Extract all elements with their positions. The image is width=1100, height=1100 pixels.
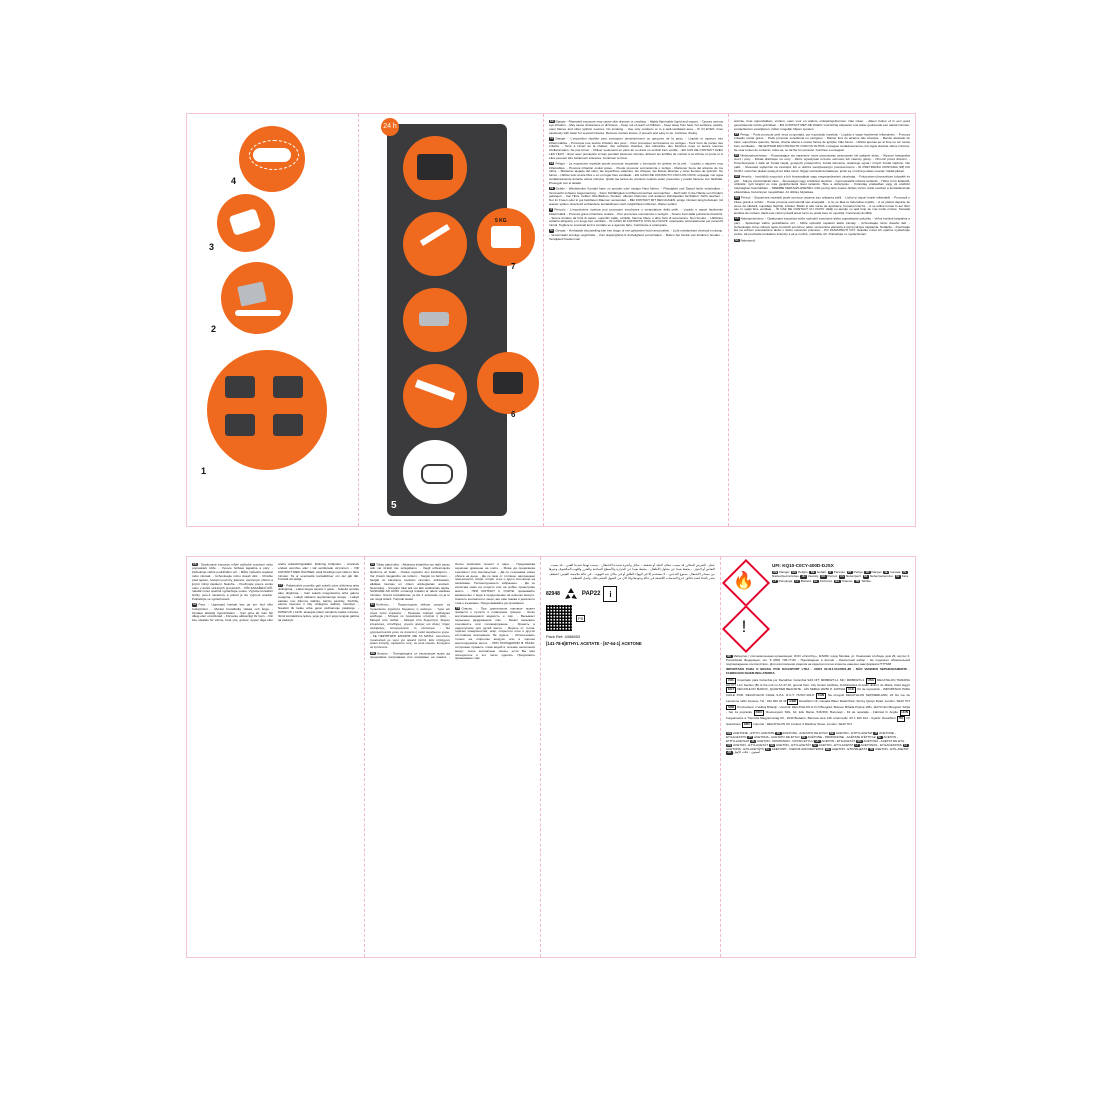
arabic-safety-text: خطر - التعرض المتكرر قد يسبب جفاف الجلد أو تشققه. - سائل وأبخرة شديدة الاشتعال. - يسبب تهيجا شديدا للعين. - قد يسبب النعاس أو الدوار. - يحفظ بعيدا عن متناول الأطفال. - يحفظ بعيدا عن الحرارة والأسطح الساخنة والشرر واللهب المكشوف وغيرها من مصادر الاشتعال. ممنوع التدخين. - لا يستخدم إلا في الهواء الطلق أو في مكان جيد التهوية. - في حالة ملامسة العينين: اشطف بحذر بالماء لعدة دقائق. انزع العدسات اللاصقة في حالة وجودها وإذا كان من السهل القيام بذلك. واصل الشطف. [548,563,715,580]
country-code: CHL [848,687,855,692]
lang-flag: SV [813,743,817,747]
safety-text-block-2 [734,120,910,243]
danger-word [813,579,833,583]
lang-flag: EL [814,579,818,583]
safety-text-column-1 [544,114,729,526]
step-number-3: 3 [209,242,215,252]
bottom-text-column-1 [187,557,365,957]
leaflet-top-sheet [186,113,916,527]
step-number-6: 6 [511,410,516,419]
recycle-number: 82948 [546,591,560,598]
step-2-surface [235,310,281,316]
lang-flag: PL [735,154,739,158]
danger-word [854,579,872,583]
ingredient-text: ACETON - PROPANON - OCTAN ETYLU [757,738,814,743]
safety-paragraph-text: Danger - L'exposition répétée peut provoquer dessèchement ou gerçures de la peau. - Liquide et vapeurs très inflammables. - Provoque une sévère irritation des yeux. - Peut provoquer somnolence ou vertiges - Tenir hors de portée des enfants. - Tenir à l'écart de la chaleur, des surfaces chaudes, des étincelles, des flammes nues et autres sources d'inflammation. Ne pas fumer. - Utiliser seulement en plein air ou dans un endroit bien ventilé. - EN CAS DE CONTACT AVEC LES YEUX : rincer avec précaution à l'eau pendant plusieurs minutes. Enlever les lentilles de contact si la victime en porte et si elles peuvent être facilement enlevées. Continuer à rincer. [549,136,723,160]
ingredient-text: ACETONAS - ETILACETATAS [860,742,902,747]
chemical-composition: [141-78-6]ETHYL ACETATE - [67-64-1] ACETONE [546,641,642,647]
ingredient-text: ΑΚΕΤΟΝΗ - ΟΞΙΚΟΣ ΑΙΘΥΛΕΣΤΕΡΑΣ [771,746,824,751]
bottom-text-column-3 [541,557,721,957]
russia-importer-block [726,655,910,666]
strip-step-c-shape [419,312,449,326]
strip-step-d [403,364,467,428]
safety-paragraph-text: Κίνδυνος. - Παρατεταμένη έκθεση μπορεί να προκαλέσει ξηρότητα δέρματος ή σκάσιμο. - Υγρό και ατμοί πολύ εύφλεκτα. - Προκαλεί σοβαρό οφθαλμικό ερεθισμό. - Μπορεί να προκαλέσει υπνηλία ή ζάλη. - Μακριά από παιδιά. - Μακριά από θερμότητα, θερμές επιφάνειες, σπινθήρες, γυμνές φλόγες και άλλες πηγές ανάφλεξης. Απαγορεύεται το κάπνισμα. - Να χρησιμοποιείται μόνο σε ανοικτό ή καλά αεριζόμενο χώρο. - ΣΕ ΠΕΡΙΠΤΩΣΗ ΕΠΑΦΗΣ ΜΕ ΤΑ ΜΑΤΙΑ: Ξεπλύνετε προσεκτικά με νερό για αρκετά λεπτά. Εάν υπάρχουν φακοί επαφής, αφαιρέστε τους, αν είναι εύκολο. Συνεχίστε να ξεπλένετε. [370,602,450,650]
danger-word-text: Pavojinga. [778,578,794,583]
step-7-weight [491,226,521,248]
lang-flag: ES [792,571,796,574]
lang-flag: PL [751,739,755,743]
strip-step-a-shape [417,154,453,180]
safety-paragraph [734,196,910,216]
info-icon: i [603,586,617,602]
danger-word-text: Κίνδυνος. [819,578,834,583]
fr-sorting-icon: FR [578,615,584,621]
danger-word [772,579,793,583]
step-1-patch-a [225,376,255,398]
brazil-importer-text: IMPORTADO PARA O BRASIL POR IGUASPORT LTDA - CNPJ 02.314.041/0001-88 - NÃO VENDIDO SEPARADAMENTE - FABRICADO NA/EM INGLATERRA [726,667,910,676]
importer-text: Forgalmazza a Tízpróba Magyarország Kft., 2040 Budaörs, Barossa utca 146. Intermedic: 06 1 920 102 - Gyártó: Decathlon [726,716,896,721]
safety-paragraph-text: Nebezpečí. [740,238,757,243]
ghs-exclamation-pictogram: ! [726,609,768,651]
lang-flag: FR [550,137,554,141]
country-code: CHN [817,693,825,698]
ingredient-text: ACETÓN - ETYLACETÁT [775,742,811,747]
lang-flag: CS [735,217,739,221]
ingredient-text: ACETON - ETHYLACETAT [835,730,873,735]
lang-flag: PT [748,735,752,739]
safety-paragraph [455,607,535,661]
country-code: GRC [743,721,751,726]
lang-flag: LT [855,743,859,747]
lang-flag: LV [795,579,799,583]
safety-paragraph [734,154,910,174]
step-1-illustration [207,350,327,470]
danger-word-text: Veszély. [807,574,820,579]
recycle-material-code: PAP22 [581,591,601,598]
danger-word-text: Danger. [871,570,883,574]
lang-flag: DE [810,571,815,574]
timer-badge: 24 h [381,118,399,136]
lang-flag: CS [193,563,197,566]
importer-text: Kit riparazione [726,716,910,726]
safety-paragraph [278,584,359,623]
step-1-patch-d [273,414,303,436]
ingredient-text: أسيتون - خلات الإيثيل [733,750,761,755]
lang-flag: LV [904,743,908,747]
importer-entry [742,722,852,726]
safety-paragraph-text: Gevaar. - Herhaalde blootstelling kan een droge of een gebarsten huid veroorzaken. - Licht ontvlambare vloeistof en damp. - Veroorzaakt ernstige oogirritatie. - Kan slaperigheid of duizeligheid veroorzaken. - Buiten het bereik van kinderen houden. - Verwijderd houden van [549,228,723,241]
lang-flag: LT [279,583,282,587]
leaflet-bottom-sheet [186,556,916,958]
step-number-1: 1 [201,466,207,476]
lang-flag: SK [770,743,774,747]
importer-text: Proizvodeno u Velikoj Britaniji - Uvoznik: DECATHLON D.O.O Beograd, Bulevar Mihaila Pupina 165v, 11070 Novi Beograd, Srbija - Set za popravku [726,704,910,715]
lang-flag: DE [550,187,554,191]
lang-flag: FR [801,735,806,739]
step-1-patch-b [273,376,303,398]
danger-word-text: Fara. [901,574,909,579]
lang-flag: FR [865,571,870,574]
danger-word-text: Pericol. [827,574,838,579]
safety-paragraph [370,603,450,650]
safety-text-column-2 [729,114,915,526]
safety-paragraph [549,137,723,161]
danger-word-text: Nebezpečí. [845,574,862,579]
importer-text: Decathlon UK, Canada Water Retail Park, Surrey Quays Road, London, SE16 7PJ [799,698,910,703]
country-code: USA [867,677,874,682]
importer-text: Na στοιχεία DECATHLON SWITZERLAND, 20 bis rue de Lausanne 1201 Genève, Tél : 022 900 32 32 [726,693,910,703]
lang-flag: HU [815,739,820,743]
safety-text-block-1 [549,120,723,242]
lang-flag: SV [193,603,197,607]
importer-entry [726,678,864,682]
country-code: COL [728,677,735,682]
lang-flag: IT [874,731,878,735]
importer-text: Importer : DECATHLON UK Limited, 9 Maritime Street, London, SE16 7PJ [753,721,852,726]
lang-flag: EN [550,120,554,123]
lang-flag: DE [830,731,834,735]
ingredient-text: ACETON - ETYLACETÁT [733,742,769,747]
ingredient-text: ACETON - ETHYLACETAAT [726,734,898,743]
lang-flag: PL [903,571,907,574]
danger-word-text: Peligro. [798,570,809,574]
ingredient-text: ACETONA - ACETATO DE ETILO [782,730,828,735]
ingredient-text: ACETON - ETYLACETAT [818,742,854,747]
lang-flag: AR [727,751,732,755]
safety-paragraph [734,175,910,195]
recycle-icon [563,587,579,601]
ingredient-text: ACETONE - ETHYL ACETATE [733,730,775,735]
lang-flag: IT [550,208,553,212]
importer-text: DECATHLON TRADING EGYPT LLC Section (B) of the unit no A7-47-10, ground floor, City Center Al-Maza, Al-Mohandes Al-Arabi district, AL-Maza, Cairo Egypt [726,677,910,687]
lang-flag: CS [840,575,844,579]
lang-flag: IT [829,571,832,574]
danger-word-text: Gefahr. [816,570,827,574]
danger-word-text: Perigo. [853,570,864,574]
safety-paragraph-text: Pericol. - Expunerea repetată poate provoca uscarea sau crăparea pielii. - Lichid şi vapori foarte inflamabili. - Provoacă o iritare gravă a ochilor. - Poate provoca somnolenţă sau ameţeală. - A nu se lăsa la îndemâna copiilor. - A se păstra departe de surse de căldură, suprafeţe fierbinţi, scântei, flăcări şi alte surse de aprindere. Fumatul interzis. - A se utiliza numai în aer liber sau în spaţii bine ventilate. - ÎN CAZ DE CONTACT CU OCHII: clătiţi cu atenţie cu apă timp de mai multe minute. Scoateţi lentilele de contact, dacă este cazul şi dacă acest lucru se poate face cu uşurinţă. Continuaţi să clătiţi. [734,195,910,216]
safety-paragraph-text: Perigo. - Pode provocar pele seca ou gretada, por exposição repetida. - Líquido e vapor facilmente inflamáveis. - Provoca irritação ocular grave. - Pode provocar sonolência ou vertigens. - Manter fora do alcance das crianças. - Manter afastado do calor, superfícies quentes, faísca, chama aberta e outras fontes de ignição. Não fumar. - Utilizar apenas ao ar livre ou em locais bem ventilados. - SE ENTRAR EM CONTACTO COM OS OLHOS: enxaguar cuidadosamente com água durante vários minutos. Se usar lentes de contacto, retire-as, se tal lhe for possível. Continue a enxaguar. [734,132,910,152]
lang-flag: LT [773,579,777,583]
lang-flag: BG [371,651,375,655]
ingredient-entry [726,750,760,754]
safety-paragraph [734,239,910,243]
country-code: ROU [755,710,763,715]
country-code: ITA [898,716,904,721]
lang-flag: EN [773,571,777,574]
lang-flag: SK [863,575,868,579]
step-6-shape [493,372,523,394]
lang-flag: RO [857,739,862,743]
pack-reference: Pack Ref: 4456853 [546,634,581,640]
recycling-row [546,586,715,602]
safety-paragraph-text: warmte, hete oppervlakken, vonken, open vuur en andere ontstekingsbronnen. Niet roken. - Alleen buiten of in een goed geventileerde ruimte gebruiken. - BIJ CONTACT MET DE OGEN: voorzichtig afspoelen met water gedurende een aantal minuten; contactlenzen verwijderen, indien mogelijk; blijven spoelen. [734,119,910,131]
bottom-text-block-2 [370,563,535,661]
step-number-5: 5 [391,500,397,511]
lang-flag: TR [869,747,873,751]
lang-flag: RO [821,575,826,579]
danger-word [895,574,909,578]
weight-label: 5 KG [495,218,507,224]
danger-word-text: Danger. [779,570,791,574]
strip-step-e-shape [421,464,453,484]
importer-text: Importado para Colombia por Decathlon Colombia SAS NIT: 900860271-1 SIC: 900860271-1 [737,677,865,682]
safety-paragraph [549,120,723,136]
lang-flag: PT [848,571,852,574]
lang-flag: NL [877,735,882,739]
country-code: GBR [789,698,797,703]
country-code: EGY [728,687,735,692]
bottom-info-column-4 [721,557,915,957]
danger-word [794,579,812,583]
lang-flag: HU [801,575,806,579]
danger-word-text: Опасно. [841,578,854,583]
ghs-flammable-pictogram: 🔥 [726,563,768,605]
strip-step-b [403,212,467,276]
safety-paragraph-text: Pericolo - L'esposizione ripetuta può provocare secchezza o screpolature della pelle. - Liquido e vapori facilmente infiammabili. - Provoca grave irritazione oculare. - Può provocare sonnolenza o vertigini. - Tenere fuori dalla portata dei bambini. - Tenere lontano da fonti di calore, superfici calde, scintille, fiamme libere o altre fonti di accensione. Non fumare. - Utilizzare soltanto all'aperto o in luogo ben ventilato. - IN CASO DI CONTATTO CON GLI OCCHI: sciacquare accuratamente per parecchi minuti. Togliere le eventuali lenti a contatto se è agevole farlo. Continuare a sciacquare. [549,207,723,228]
safety-paragraph [549,229,723,241]
ingredient-text: ACETONA - ACETATO DE ETILO [753,734,800,739]
step-number-2: 2 [211,324,217,334]
lang-flag: CS [727,743,731,747]
bottom-text-column-2 [365,557,541,957]
importer-entry-list [726,678,910,728]
illustration-panel [187,114,359,526]
danger-word-text: Nebezpečenstvo. [869,574,894,579]
ingredient-entry [868,747,909,751]
safety-paragraph-text: Fara. - Upprepad kontakt kan ge torr hud eller hudsprickor. - Mycket brandfarlig vätska och ånga. - Orsakar allvarlig ögonirritation. - Kan göra att man blir dåsig eller omtöcknad. - Förvaras oåtkomligt för barn. - Får inte utsättas för värme, heta ytor, gnistor, öppen låga eller andra antändningskällor. Rökning förbjuden. - Används endast utomhus eller i väl ventilerade utrymmen. - VID KONTAKT MED ÖGONEN: skölj försiktigt med vatten i flera minuter. Ta ur eventuella kontaktlinser om det går lätt. Fortsätt att skölja. [192,562,359,623]
lang-flag: RU [727,655,732,658]
importer-text: Kit de reposición - IMPORTADO PARA CHILE POR: DECATHLON CHILE S.P.A. R.U.T: 76.507.443-8 [726,687,911,698]
safety-paragraph [549,162,723,186]
danger-word-list [772,570,910,583]
safety-paragraph [549,208,723,228]
lang-flag: TR [456,606,460,610]
lang-flag: EL [766,747,770,751]
safety-paragraph-text: Опасно. - При длительном контакте может привести к сухости и появлению трещин. - Легко воспламеняющаяся жидкость и пар. - Вызывает серьезное раздражение глаз. - Может вызывать сонливость или головокружение. - Хранить в недоступном для детей месте. - Беречь от тепла, горячих поверхностей, искр, открытого огня и других источников возгорания. Не курить. - Использовать только на открытом воздухе или в хорошо вентилируемом месте. - ПРИ ПОПАДАНИИ В ГЛАЗА: осторожно промыть глаза водой в течение нескольких минут; снять контактные линзы, если Вы ими пользуетесь и это легко сделать. Продолжить промывание глаз. [455,606,535,661]
step-number-7: 7 [511,262,516,271]
lang-flag: NL [884,571,889,574]
danger-word-text: Bīstami. [800,578,812,583]
safety-paragraph-text: Veszély. - Ismétlődő expozíció a bőr kiszáradását vagy megrepedezését okozhatja. - Fokozottan tűzveszélyes folyadék és gőz. - Súlyos szemirritációt okoz. - Álmosságot vagy szédülést okozhat. - Gyermekektől elzárva tartandó. - Hőtől, forró felülettől, szikrától, nyílt lángtól és más gyújtóforrástól távol tartandó. Tilos a dohányzás. - Kizárólag szabadban vagy jól szellőző helyiségben használható. - SZEMBE KERÜLÉS ESETÉN: több percig tartó óvatos öblítés vízzel. Adott esetben a kontaktlencsék eltávolítása, ha könnyen megoldható. Az öblítés folytatása. [734,174,910,195]
ingredient-text: ACETONE - ETILACETATO [726,730,896,739]
ufi-code: UFI: KQ10-C0CY-400D-DJSX [772,563,834,568]
lang-flag: SV [895,575,900,579]
safety-paragraph [734,120,910,132]
importer-entry [754,710,898,714]
procedure-strip-panel [359,114,544,526]
step-number-4: 4 [231,176,237,186]
ingredient-text: ACETON - ETILACETÁT [821,738,856,743]
safety-paragraph [370,563,450,602]
safety-paragraph-text: Niebezpieczeństwo. - Powtarzające się narażenie może powodować wysuszanie lub pękanie skóry. - Wysoce łatwopalna ciecz i pary. - Działa drażniąco na oczy. - Może wywoływać uczucie senności lub zawroty głowy. - Chronić przed dziećmi. - Przechowywać z dala od źródeł ciepła, gorących powierzchni, źródeł iskrzenia, otwartego ognia i innych źródeł zapłonu. Nie palić. - Stosować wyłącznie na zewnątrz lub w dobrze wentylowanym pomieszczeniu - W PRZYPADKU DOSTANIA SIĘ DO OCZU: ostrożnie płukać wodą przez kilka minut. Wyjąć soczewki kontaktowe, jeżeli są i można je łatwo usunąć. Nadal płukać. [734,153,910,173]
step-1-patch-c [225,414,255,436]
danger-word-text: Pericolo. [833,570,846,574]
safety-paragraph-text: Peligro - La exposición repetida puede provocar sequedad o formación de grietas en la piel. - Líquido y vapores muy inflamables. - Provoca irritación ocular grave. - Puede provocar somnolencia o vértigo - Mantener fuera del alcance de los niños. - Mantener alejado del calor, las superficies calientes, las chispas, las llamas abiertas y otras fuentes de ignición. No fumar. - Utilizar sólo al aire libre o en un lugar bien ventilado. - EN CASO DE CONTACTO CON LOS OJOS: enjuagar con agua cuidadosamente durante varios minutos. Quitar las lentes de contacto cuando estén presentes y pueda hacerse con facilidad. Proseguir con el lavado. [549,161,723,185]
safety-paragraph-text: Gefahr - Wiederholter Kontakt kann zu spröder oder rissiger Haut führen. - Flüssigkeit und Dampf leicht entzündbar. - Verursacht schwere Augenreizung. - Kann Schläfrigkeit und Benommenheit verursachen. - Darf nicht in die Hände von Kindern gelangen. - Von Hitze, heißen Oberflächen, Funken, offenen Flammen und anderen Zündquellen fernhalten. Nicht rauchen. - Nur im Freien oder in gut belüfteten Räumen verwenden. - BEI KONTAKT MIT DEN AUGEN: einige minuten lang behutsam mit wasser spülen. Eventuell vorhandene kontaktlinsen nach möglichkeit entfernen. Weiter spülen. [549,186,723,207]
step-4-dashed-outline [249,140,299,170]
lang-flag: SK [735,238,739,242]
danger-word [834,579,853,583]
lang-flag: ES [550,162,554,166]
ingredient-entry [825,747,868,751]
lang-flag: EN [727,731,731,735]
safety-paragraph-text: Danger - Repeated exposure may cause skin dryness or cracking. - Highly flammable liquid and vapour. - Causes serious eye irritation. - May cause drowsiness or dizziness. - Keep out of reach of children. - Keep away from heat, hot surfaces, sparks, open flames and other ignition sources. No smoking. - Use only outdoors or in a well-ventilated area. - IF IN EYES: rinse cautiously with water for several minutes. Remove contact lenses, if present and easy to do. Continue rinsing. [549,119,723,136]
lang-flag: TR [855,579,859,583]
danger-word-text: Niebezpieczeństwo. [772,574,800,579]
country-code: SRB [728,704,735,709]
safety-paragraph [734,133,910,153]
ingredient-text: АЦЕТОН - ЕТИЛАЦЕТАТ [832,746,868,751]
importer-text: Rounexsport SRL, bd. Iuliu Maniu, 546-560, Bucureşti - Kit de reparaţie - Fabricat în Anglia [765,710,898,715]
safety-paragraph-text: Nebezpečenstvo. - Opakovaná expozícia môže spôsobiť vysušenie alebo popraskanie pokožky. - Veľmi horľavá kvapalina a pary. - Spôsobuje vážne podráždenie očí. - Môže spôsobiť ospalosť alebo závraty. - Uchovávajte mimo dosahu detí. - Uchovávajte mimo zdrojov tepla, horúcich povrchov, iskier, otvoreného plameňa a iných zdrojov zapálenia. Nefajčite. - Používajte iba na voľnom priestranstve alebo v dobre vetranom priestore. - PO ZASIAHNUTÍ OČÍ: niekoľko minút ich opatrne vyplachujte vodou. Ak používate kontaktné šošovky a ak je možné, odstráňte ich. Pokračujte vo vyplachovaní. [734,216,910,237]
ingredient-entry [765,747,824,751]
safety-paragraph [734,217,910,237]
lang-flag: RO [735,196,739,200]
ingredient-text: ACETONĂ - ACETAT DE ETIL [863,738,905,743]
lang-flag: BG [835,579,840,583]
lang-flag: NL [550,229,554,233]
country-code: HUN [901,710,908,715]
safety-paragraph-text: Опасно. - Повтарящата се експозиция може да предизвика изсушаване или напукване на кожата. - Лесно запалими течност и пари. - Предизвиква сериозно дразнене на очите. - Може да предизвика сънливост или световъртеж. - Да се съхранява извън обсега на деца. - Да се пази от топлина, нагорещени повърхности, искри, открит огън и други източници на запалване. Тютюнопушенето забранено. - Да се използва само на открито или на добре проветриво място. - ПРИ КОНТАКТ С ОЧИТЕ: промивайте внимателно с вода в продължение на няколко минути. Свалете контактните лещи, ако има такива и доколкото това е възможно. Продължавайте да промивате. [370,562,535,659]
danger-word-text: Tehlike. [861,578,872,583]
safety-paragraph-text: - Pakartotinis poveikis gali sukelti odos džiūvimą arba skilinėjimą. - Labai degus skystis ir garai. - Sukelia smarkų akių dirginimą. - Gali sukelti mieguistumą arba galvos svaigimą. - Laikyti vaikams neprieinamoje vietoje. - Laikyti atokiau nuo šilumos šaltinių, karštų paviršių, žiežirbų, atviros liepsnos ir kitų uždegimo šaltinių. Nerūkyti. - Naudoti tik lauke arba gerai vėdinamoje patalpoje. - PATEKUS Į AKIS: atsargiai plauti vandeniu kelias minutes. Išimti kontaktinius lęšius, jeigu jie yra ir jeigu lengvai galima tai padaryti. [278,583,359,622]
safety-paragraph-text: - Opakovaná expozice může způsobit vysušení nebo popraskání kůže. - Vysoce hořlavá kapalina a páry. - Způsobuje vážné podráždění očí. - Může způsobit ospalost nebo závratě. - Uchovávejte mimo dosah dětí. - Chraňte před teplem, horkými povrchy, jiskrami, otevřeným ohněm a jinými zdroji zapálení. Nekuřte. - Používejte pouze venku nebo v dobře větraných prostorách. - PŘI ZASAŽENÍ OČÍ: několik minut opatrně vyplachujte vodou. Vyjměte kontaktní čočky, jsou-li nasazeny a pokud je lze vyjmout snadno. Pokračujte ve vyplachování. [192,562,273,602]
importer-entry [726,687,845,691]
lang-flag: BG [825,747,830,751]
importer-text: DECATHLON MAROC, QUARTIER BEAUSITE , AIN SEBAA 20250 P. 1007944 [737,687,846,692]
lang-flag: HU [735,175,739,179]
qr-code [546,605,572,631]
safety-paragraph-text: Toliau plauti akis. - Atkārtota iedarbība var radīt sausu ādu vai izraisīt tās sprēgāšanu. - Viegli uzliesmojošs šķidrums un tvaiki. - Izraisa nopietnu acu kairinājumu. - Var izraisīt miegainību vai reiboni. - Sargāt no bērniem. - Sargāt no karstuma, karstām virsmām, dzirkstelēm, atklātas liesmas un citiem aizdegšanās avotiem. Nesmēķēt. - Izmantot tikai ārā vai labi vēdināmās telpās. SASKARĒ AR ACĪM: uzmanīgi izskalot ar ūdeni vairākas minūtes. Izņemt kontaktlēcas, ja tās ir ievietotas un ja to var viegli izdarīt. Turpināt skalot. [370,562,450,602]
lang-flag: ES [776,731,781,735]
importer-entry [787,699,910,703]
safety-paragraph [192,563,273,602]
safety-paragraph [549,187,723,207]
ingredient-text: ACÉTONE - PROPANONE - ACÉTATE D'ÉTHYLE [807,734,876,739]
ingredient-text: ACETONS - ETILACETĀTS [726,746,764,751]
russia-importer-text: Импортер / уполномоченная организация: ООО «Октоблу», 115280, город Москва, ул. Ленинская слобода, дом 26, корпус 2, Российская Федерация, тел. 8 (800) 700-77-66 - Произведено в Англии - Ремонтный набор - Не подлежит обязательной подтверждению соответствия - Для изготовления изделия на изделии или на этикетке нанесен знак формата ГГГГММ [726,654,910,666]
ingredient-text: ASETON - ETİL ASETAT [875,746,909,751]
ingredient-name-list [726,732,910,756]
lang-flag: PT [735,132,739,136]
danger-word-text: Gevaar. [890,570,902,574]
lang-flag: LV [371,563,375,566]
bottom-text-block-1 [192,563,359,624]
lang-flag: EL [371,603,375,607]
